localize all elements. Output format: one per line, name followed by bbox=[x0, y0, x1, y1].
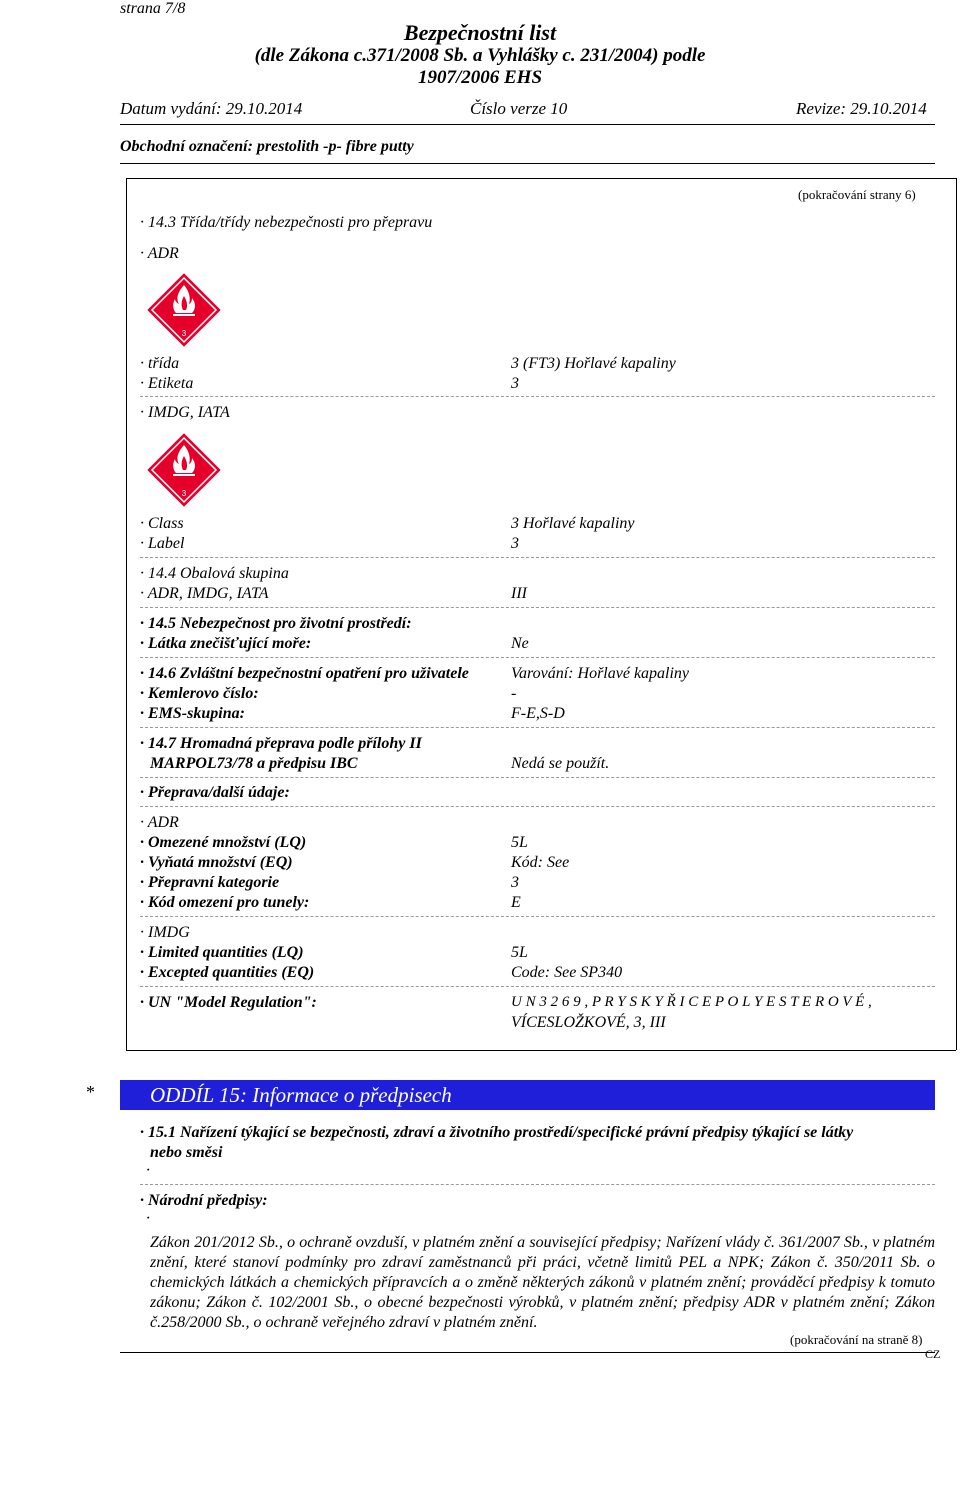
divider bbox=[140, 1184, 935, 1185]
version-number: Číslo verze 10 bbox=[470, 99, 568, 118]
national-regulations-text: Zákon 201/2012 Sb., o ochraně ovzduší, v platném znění a související předpisy; Nařízení vlády č. 361/2007 Sb., v platném znění, které stanoví podmínky pro zdraví zaměstnanců při práci, včetně limitů PEL a NPK; Zákon č. 350/2011 Sb. o chemických látkách a chemických přípravcích a o změně některých zákonů v platném znění; prováděcí předpisy k tomuto zákonu; Zákon č. 102/2001 Sb., o obecné bezpečnosti výrobků, v platném znění; předpisy ADR v platném znění; Zákon č.258/2000 Sb., o ochraně veřejného zdraví v platném znění. bbox=[150, 1234, 935, 1331]
adr-etiketa-label: · Etiketa bbox=[140, 375, 194, 392]
s14-4-heading: · 14.4 Obalová skupina bbox=[140, 565, 289, 582]
divider bbox=[140, 806, 935, 807]
continued-to: (pokračování na straně 8) bbox=[790, 1332, 923, 1347]
s14-7-heading-line1: · 14.7 Hromadná přeprava podle přílohy II bbox=[140, 735, 422, 752]
issue-date: Datum vydání: 29.10.2014 bbox=[120, 99, 303, 118]
flammable-placard-icon bbox=[146, 432, 222, 508]
imdg-lq-label: · Limited quantities (LQ) bbox=[140, 944, 304, 961]
section-frame-bottom bbox=[126, 1050, 956, 1051]
eq-value: Kód: See bbox=[511, 854, 570, 871]
section-frame-left bbox=[126, 178, 127, 1050]
document-title: Bezpečnostní list bbox=[403, 20, 557, 45]
adr-class-value: 3 (FT3) Hořlavé kapaliny bbox=[511, 355, 676, 372]
s14-5-row-label: · Látka znečišťující moře: bbox=[140, 635, 312, 652]
eq-label: · Vyňatá množství (EQ) bbox=[140, 854, 293, 871]
category-label: · Přepravní kategorie bbox=[140, 874, 280, 891]
continued-from: (pokračování strany 6) bbox=[798, 187, 916, 202]
s14-7-value: Nedá se použít. bbox=[511, 755, 610, 772]
s14-6-heading-value: Varování: Hořlavé kapaliny bbox=[511, 665, 690, 682]
divider bbox=[140, 607, 935, 608]
revision-date: Revize: 29.10.2014 bbox=[796, 99, 927, 118]
imdg-class-value: 3 Hořlavé kapaliny bbox=[511, 515, 635, 532]
imdg-label-value: 3 bbox=[511, 535, 519, 552]
kemler-value: - bbox=[511, 685, 517, 702]
national-regulations-label: · Národní předpisy: bbox=[140, 1192, 268, 1209]
divider bbox=[140, 777, 935, 778]
header-rule bbox=[120, 124, 935, 125]
s15-1-line2: nebo směsi bbox=[150, 1144, 223, 1161]
divider bbox=[140, 727, 935, 728]
change-marker: * bbox=[86, 1082, 95, 1102]
divider bbox=[140, 396, 935, 397]
lq-value: 5L bbox=[511, 834, 528, 851]
page-number: strana 7/8 bbox=[120, 0, 186, 17]
placard-number: 3 bbox=[181, 329, 187, 338]
imdg-label-label: · Label bbox=[140, 535, 185, 552]
flammable-placard-icon bbox=[146, 272, 222, 348]
divider bbox=[140, 557, 935, 558]
transport-imdg-label: · IMDG bbox=[140, 924, 190, 941]
dot-marker: · bbox=[146, 1162, 150, 1179]
s15-1-line1: · 15.1 Nařízení týkající se bezpečnosti, zdraví a životního prostředí/specifické právní předpisy týkající se látky bbox=[140, 1124, 854, 1141]
s14-5-heading: · 14.5 Nebezpečnost pro životní prostředí: bbox=[140, 615, 412, 632]
trade-name-rule bbox=[120, 163, 935, 164]
s14-3-imdg-label: · IMDG, IATA bbox=[140, 404, 230, 421]
imdg-class-label: · Class bbox=[140, 515, 184, 532]
section-15-title: ODDÍL 15: Informace o předpisech bbox=[150, 1083, 452, 1107]
placard-number: 3 bbox=[181, 489, 187, 498]
section-frame-top bbox=[126, 178, 956, 179]
category-value: 3 bbox=[511, 874, 519, 891]
lq-label: · Omezené množství (LQ) bbox=[140, 834, 307, 851]
s14-7-heading-line2: MARPOL73/78 a předpisu IBC bbox=[150, 755, 358, 772]
transport-other-heading: · Přeprava/další údaje: bbox=[140, 784, 290, 801]
footer-rule bbox=[120, 1352, 935, 1353]
imdg-lq-value: 5L bbox=[511, 944, 528, 961]
adr-class-label: · třída bbox=[140, 355, 180, 372]
section-frame-right bbox=[956, 178, 957, 1050]
divider bbox=[140, 986, 935, 987]
ems-label: · EMS-skupina: bbox=[140, 705, 245, 722]
s14-4-row-label: · ADR, IMDG, IATA bbox=[140, 585, 269, 602]
language-code: CZ bbox=[925, 1347, 941, 1361]
s14-3-heading: · 14.3 Třída/třídy nebezpečnosti pro přepravu bbox=[140, 214, 433, 231]
imdg-eq-label: · Excepted quantities (EQ) bbox=[140, 964, 315, 981]
s14-5-row-value: Ne bbox=[511, 635, 529, 652]
un-value-line1: U N 3 2 6 9 , P R Y S K Y Ř I C E P O L Y E S T E R O V É , bbox=[511, 994, 872, 1010]
un-value-line2: VÍCESLOŽKOVÉ, 3, III bbox=[511, 1014, 666, 1031]
s14-6-heading: · 14.6 Zvláštní bezpečnostní opatření pro uživatele bbox=[140, 665, 469, 682]
s14-3-adr-label: · ADR bbox=[140, 245, 179, 262]
dot-marker: · bbox=[146, 1210, 150, 1227]
imdg-eq-value: Code: See SP340 bbox=[511, 964, 623, 981]
ems-value: F-E,S-D bbox=[511, 705, 565, 722]
divider bbox=[140, 657, 935, 658]
divider bbox=[140, 916, 935, 917]
tunnel-label: · Kód omezení pro tunely: bbox=[140, 894, 310, 911]
un-label: · UN "Model Regulation": bbox=[140, 994, 317, 1011]
s14-4-row-value: III bbox=[511, 585, 527, 602]
trade-name: Obchodní označení: prestolith -p- fibre putty bbox=[120, 138, 414, 155]
adr-etiketa-value: 3 bbox=[511, 375, 519, 392]
tunnel-value: E bbox=[511, 894, 521, 911]
document-subtitle-line2: 1907/2006 EHS bbox=[417, 67, 543, 88]
document-subtitle-line1: (dle Zákona c.371/2008 Sb. a Vyhlášky c. 231/2004) podle bbox=[254, 45, 706, 66]
transport-adr-label: · ADR bbox=[140, 814, 179, 831]
kemler-label: · Kemlerovo číslo: bbox=[140, 685, 259, 702]
